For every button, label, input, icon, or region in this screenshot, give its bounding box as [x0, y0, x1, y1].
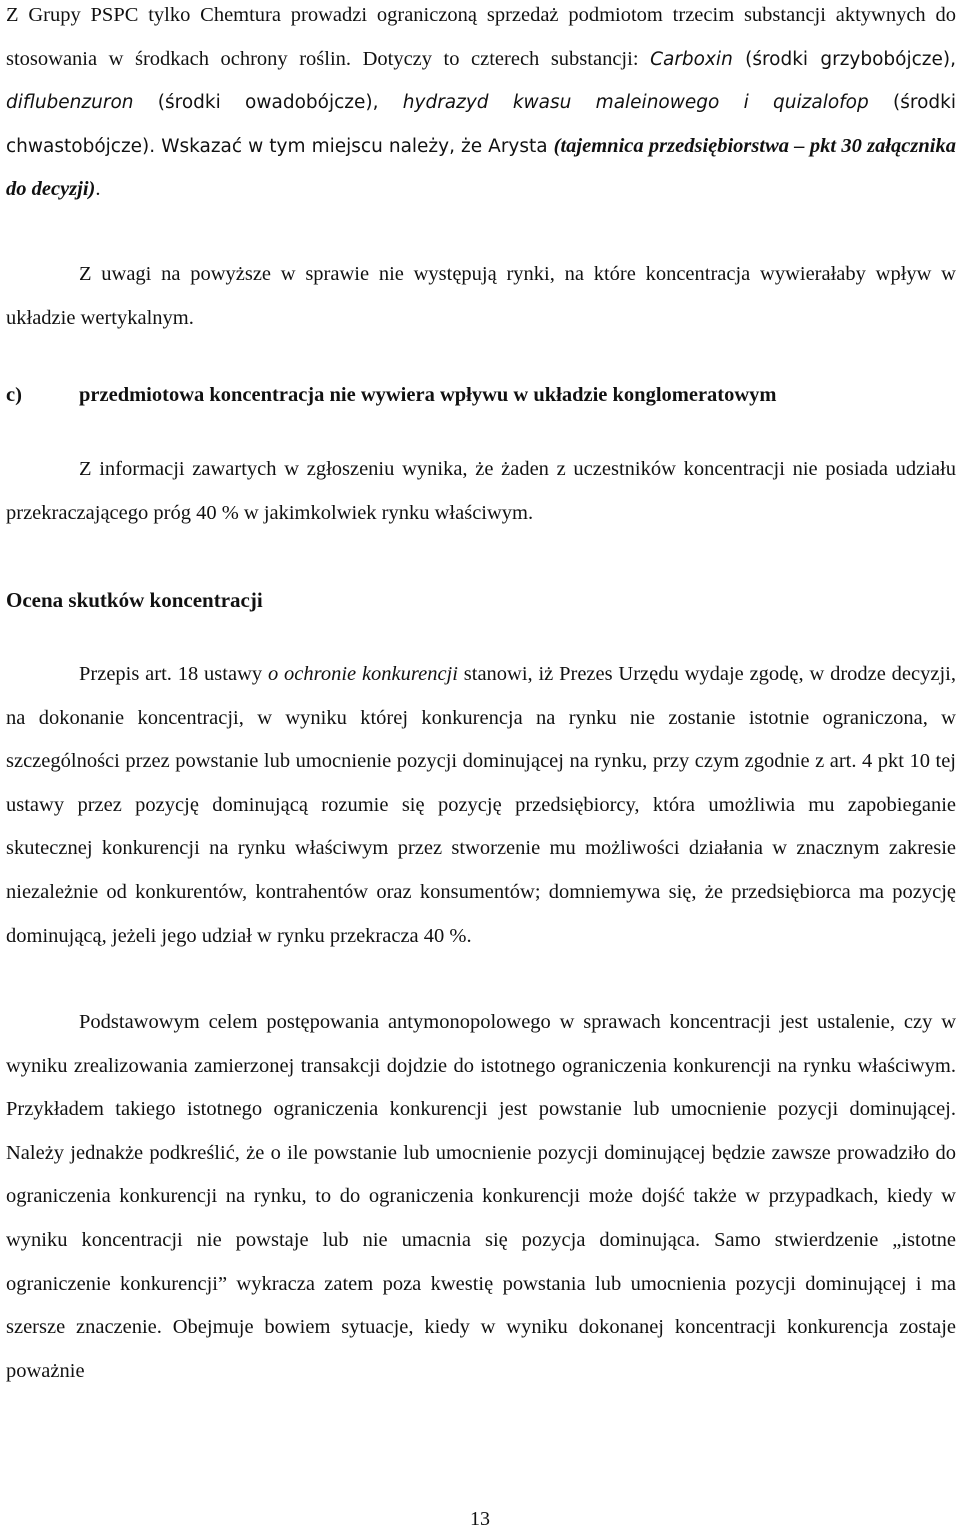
paragraph-conglomerate: Z informacji zawartych w zgłoszeniu wynika, że żaden z uczestników koncentracji nie posiada udziału przekraczającego próg 40 % w jakimkolwiek rynku właściwym.: [6, 458, 956, 524]
text-run-bold-italic: (tajemnica przedsiębiorstwa – pkt 30 załącznika do decyzji): [6, 134, 956, 201]
text-run-italic: diflubenzuron: [6, 92, 134, 114]
text-run: (środki grzybobójcze),: [732, 48, 956, 70]
text-run: Przepis art. 18 ustawy: [79, 663, 268, 685]
paragraph-vertical: Z uwagi na powyższe w sprawie nie występują rynki, na które koncentracja wywierałaby wpływ w układzie wertykalnym.: [6, 263, 956, 329]
text-run-italic: Carboxin: [650, 48, 733, 70]
section-heading: Ocena skutków koncentracji: [6, 588, 263, 612]
page-number: 13: [470, 1508, 490, 1530]
text-run: .: [95, 178, 101, 201]
text-run-italic: o ochronie konkurencji: [267, 663, 458, 685]
text-run: (środki owadobójcze),: [133, 92, 403, 114]
text-run: Z Grupy PSPC tylko Chemtura prowadzi ograniczoną sprzedaż podmiotom trzecim substancji aktywnych do stosowania w środkach ochrony roślin. Dotyczy to czterech substancji:: [6, 4, 956, 70]
text-run: (środki chwastobójcze). Wskazać w tym miejscu należy, że Arysta: [6, 92, 956, 157]
section-heading-c: [6, 374, 956, 418]
section-label: c): [6, 384, 22, 406]
section-heading-text: przedmiotowa koncentracja nie wywiera wpływu w układzie konglomeratowym: [79, 384, 777, 406]
text-run-italic: hydrazyd kwasu maleinowego i quizalofop: [402, 92, 869, 114]
paragraph-article-18: [6, 653, 956, 958]
text-run: stanowi, iż Prezes Urzędu wydaje zgodę, w drodze decyzji, na dokonanie koncentracji, w wyniku której konkurencja na rynku nie zostanie istotnie ograniczona, w szczególności przez powstanie lub umocnienie pozycji dominującej na rynku, przy czym zgodnie z art. 4 pkt 10 tej ustawy przez pozycję dominującą rozumie się pozycję przedsiębiorcy, która umożliwia mu zapobieganie skutecznej konkurencji na rynku właściwym przez stworzenie mu możliwości działania w znacznym zakresie niezależnie od konkurentów, kontrahentów oraz konsumentów; domniemywa się, że przedsiębiorca ma pozycję dominującą, jeżeli jego udział w rynku przekracza 40 %.: [6, 663, 956, 947]
paragraph-substances: [6, 0, 956, 212]
paragraph-purpose: Podstawowym celem postępowania antymonopolowego w sprawach koncentracji jest ustalenie, czy w wyniku zrealizowania zamierzonej transakcji dojdzie do istotnego ograniczenia konkurencji na rynku właściwym. Przykładem takiego istotnego ograniczenia konkurencji jest powstanie lub umocnienie pozycji dominującej. Należy jednakże podkreślić, że o ile powstanie lub umocnienie pozycji dominującej będzie zawsze prowadziło do ograniczenia konkurencji na rynku, to do ograniczenia konkurencji może dojść także w przypadkach, kiedy w wyniku koncentracji nie powstaje lub nie umacnia się pozycja dominująca. Samo stwierdzenie „istotne ograniczenie konkurencji” wykracza zatem poza kwestię powstania lub umocnienia pozycji dominującej i ma szersze znaczenie. Obejmuje bowiem sytuacje, kiedy w wyniku dokonanej koncentracji konkurencja zostaje poważnie: [6, 1011, 956, 1382]
